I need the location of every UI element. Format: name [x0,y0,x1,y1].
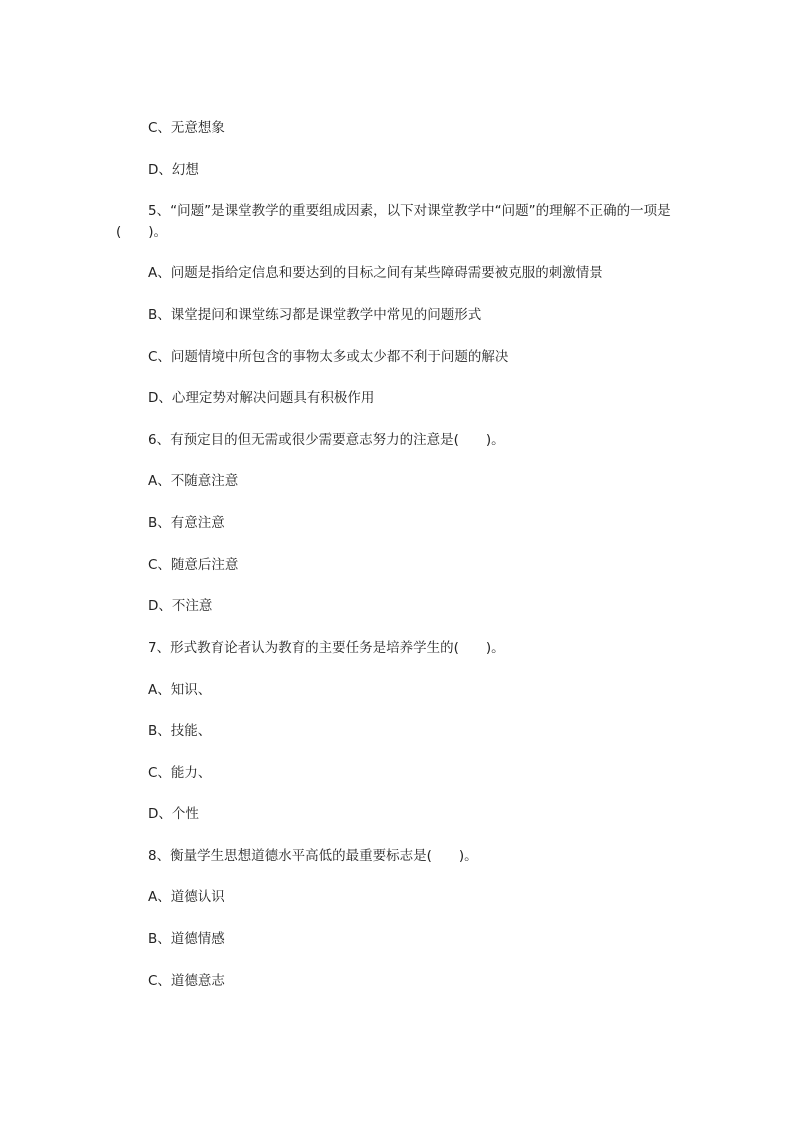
q5-option-d: D、心理定势对解决问题具有积极作用 [148,390,375,406]
q6-option-c: C、随意后注意 [148,557,239,573]
q6-option-a: A、不随意注意 [148,473,239,489]
q6-question: 6、有预定目的但无需或很少需要意志努力的注意是( )。 [148,432,505,448]
q5-option-a: A、问题是指给定信息和要达到的目标之间有某些障碍需要被克服的刺激情景 [148,265,603,281]
q7-question: 7、形式教育论者认为教育的主要任务是培养学生的( )。 [148,640,505,656]
q7-option-b: B、技能、 [148,723,212,739]
q5-question: 5、“问题”是课堂教学的重要组成因素，以下对课堂教学中“问题”的理解不正确的一项是( )。 [116,203,671,240]
q8-option-b: B、道德情感 [148,931,225,947]
q5-option-b: B、课堂提问和课堂练习都是课堂教学中常见的问题形式 [148,307,482,323]
q8-option-a: A、道德认识 [148,889,225,905]
q7-option-a: A、知识、 [148,682,212,698]
q7-option-c: C、能力、 [148,765,212,781]
q6-option-d: D、不注意 [148,598,213,614]
q4-option-d: D、幻想 [148,162,199,178]
q8-option-c: C、道德意志 [148,973,225,989]
q4-option-c: C、无意想象 [148,120,225,136]
q8-question: 8、衡量学生思想道德水平高低的最重要标志是( )。 [148,848,478,864]
q5-option-c: C、问题情境中所包含的事物太多或太少都不利于问题的解决 [148,349,509,365]
q6-option-b: B、有意注意 [148,515,225,531]
q7-option-d: D、个性 [148,806,199,822]
